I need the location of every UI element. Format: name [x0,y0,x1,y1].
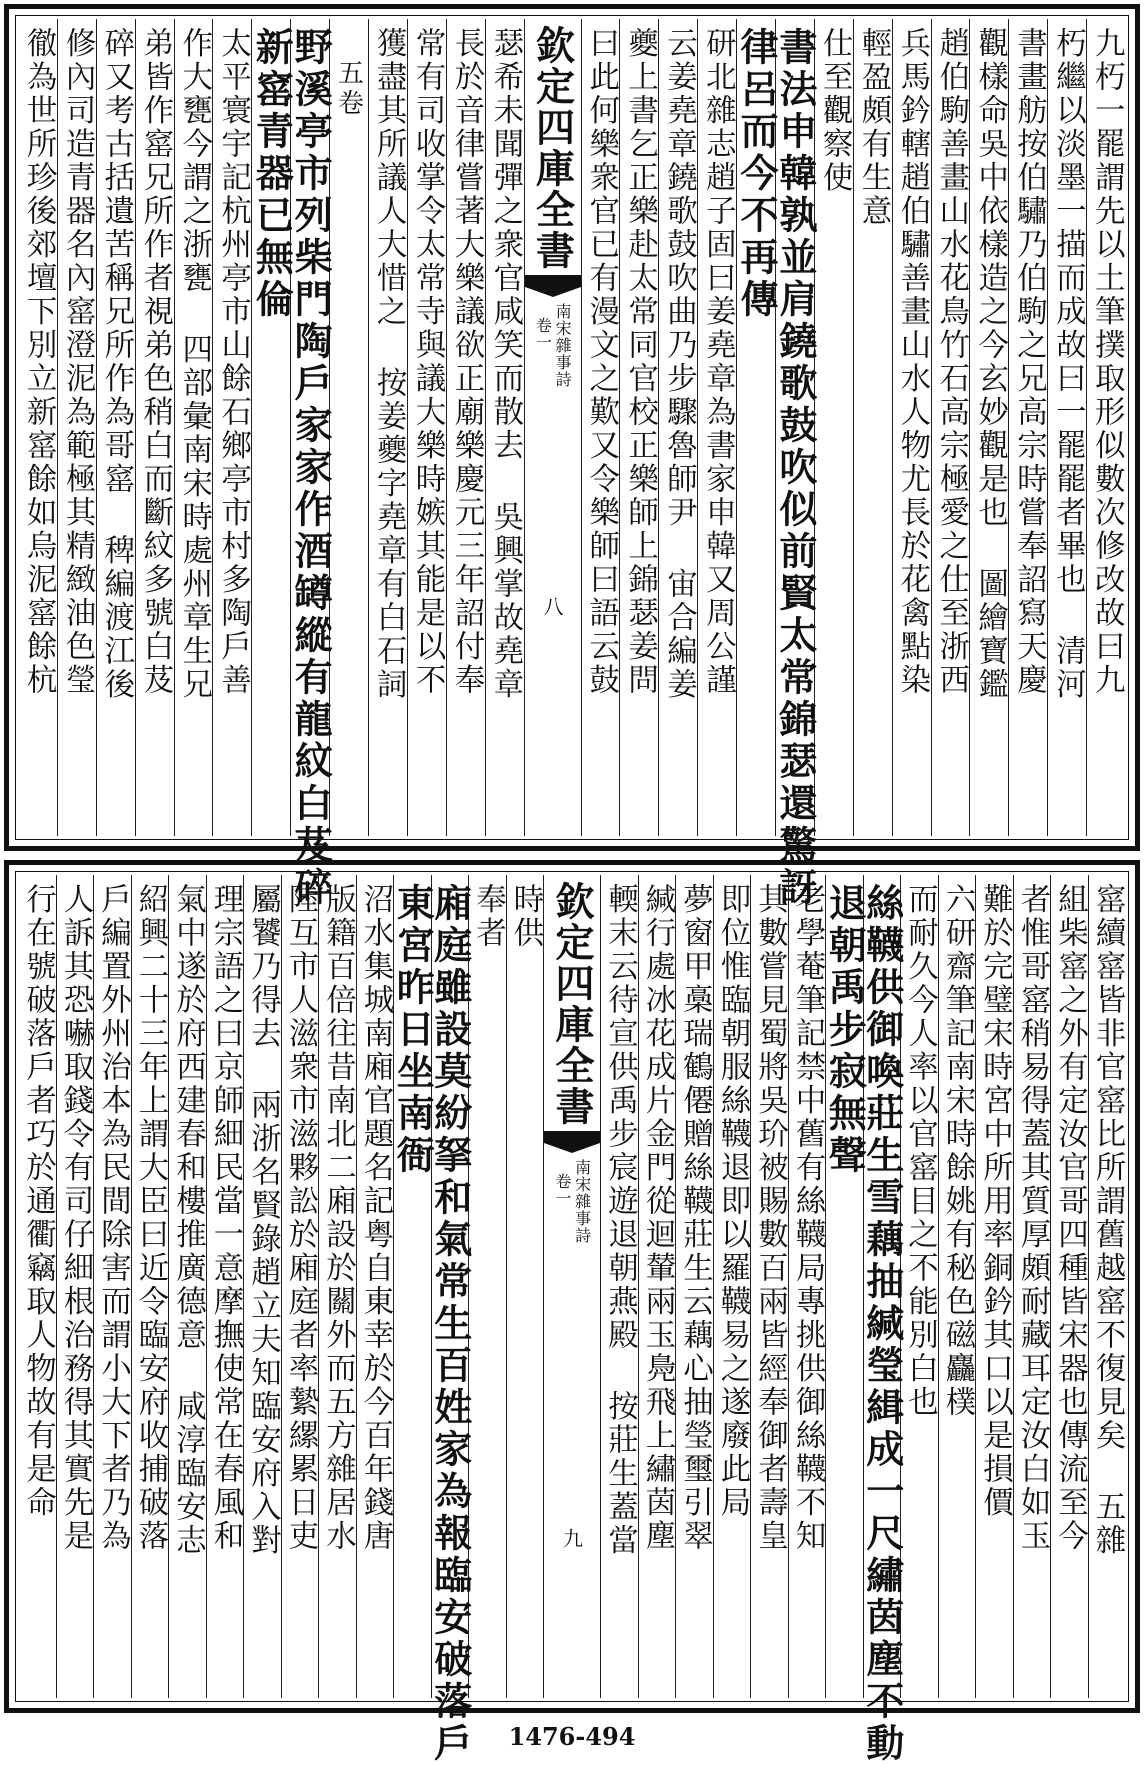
text-column [600,875,638,1698]
upper-page-columns [19,19,1125,909]
commentary-text: 版籍百倍往昔南北二廂設於關外而五方雜居水 [320,883,356,1553]
poem-line-column [822,875,868,1698]
poem-line: 絲韈供御喚莊生雪藕抽緘瑩緝成一尺繡茵塵不動 [859,883,905,1765]
commentary-text: 書畫舫按伯驌乃伯駒之兄高宗時嘗奉詔寫天慶 [1011,27,1047,697]
poem-line-column [390,875,436,1698]
commentary-text: 徹為世所珍後郊壇下別立新窰餘如烏泥窰餘杭 [21,27,57,697]
poem-line: 律呂而今不再傳 [734,27,780,321]
commentary-text: 輕盈頗有生意 [855,27,891,228]
poem-line: 新窰青器已無倫 [249,27,295,321]
commentary-text: 夔上書乞正樂赴太常同官校正樂師上錦瑟姜問 [622,27,658,697]
poem-line-column [427,875,473,1765]
text-column [135,19,174,836]
text-column [938,875,976,1698]
text-column [19,19,57,836]
text-column [368,19,407,836]
text-column [57,19,96,836]
text-column [581,19,620,836]
poem-line: 東宮昨日坐南衙 [390,883,436,1177]
text-column [212,19,251,836]
commentary-text: 兵馬鈐轄趙伯驌善畫山水人物尤長於花禽點染 [894,27,930,697]
text-column [1008,19,1047,836]
book-subtitle: 南宋雜事詩 [572,1159,592,1244]
text-column [1088,875,1126,1698]
juan-label: 卷一 [553,1173,572,1207]
commentary-text: 常有司收掌令太常寺與議大樂時嫉其能是以不 [410,27,446,697]
text-column [485,19,524,836]
text-column [900,875,938,1698]
text-column [892,19,931,836]
text-column [168,875,206,1698]
commentary-text: 而耐久今人率以官窰目之不能別白也 [902,883,938,1419]
text-column [853,19,892,836]
commentary-text: 云姜堯章鐃歌鼓吹曲乃步驟魯師尹 宙合編姜 [661,27,697,702]
poem-line: 廂庭雖設莫紛拏和氣常生百姓家為報臨安破落戶 [427,883,473,1765]
text-column [975,875,1013,1698]
series-title: 欽定四庫全書 [529,25,576,271]
text-column [174,19,213,836]
poem-line-column [288,19,334,909]
poem-line: 書法申韓孰並肩鐃歌鼓吹似前賢太常錦瑟還驚訝 [772,27,818,909]
text-column [931,19,970,836]
text-column [788,875,826,1698]
commentary-text: 屬饕乃得去 兩浙名賢錄趙立夫知臨安府入對 [245,883,281,1558]
text-column [1047,19,1086,836]
text-column [1050,875,1088,1698]
upper-book-page [4,4,1140,909]
text-column [675,875,713,1698]
commentary-text: 者惟哥窰稍易得蓋其質厚頗耐藏耳定汝白如玉 [1015,883,1050,1553]
commentary-text: 獲盡其所議人大惜之 按姜夔字堯章有白石詞 [371,27,407,702]
page-footer-number: 1476-494 [508,1722,636,1751]
book-subtitle: 南宋雜事詩 [553,303,573,388]
text-column [713,875,751,1698]
commentary-text: 輭末云待宣供禹步宸遊退朝燕殿 按莊生蓋當 [602,883,638,1558]
center-fold-column [524,19,581,836]
commentary-text: 老學菴筆記禁中舊有絲韈局專挑供御絲韈不知 [790,883,825,1553]
center-subtitle-group [534,303,571,388]
text-column [506,875,544,1698]
text-column [56,875,94,1698]
text-column [243,875,281,1698]
poem-line-column [249,19,295,836]
commentary-text: 修內司造青器名內窰澄泥為範極其精緻油色瑩 [60,27,96,697]
commentary-text: 理宗語之曰京師細民當一意摩撫使常在春風和 [208,883,243,1553]
text-column [750,875,788,1698]
text-column [468,875,506,1698]
commentary-text: 其數嘗見蜀將吳玠被賜數百兩皆經奉御者壽皇 [752,883,788,1553]
text-column [93,875,131,1698]
text-column [206,875,244,1698]
text-column [281,875,319,1698]
fishtail-mark-icon [544,1129,600,1155]
poem-line-column [859,875,905,1765]
poem-line: 野溪亭市列柴門陶戶家家作酒罇縱有龍紋白芨碎 [288,27,334,909]
commentary-text: 奉者 [470,883,506,950]
commentary-text: 陸互市人滋衆市滋夥訟於廂庭者率縶縲累日吏 [283,883,318,1553]
center-fold-column [543,875,600,1698]
commentary-text: 氣中遂於府西建春和樓推廣德意 咸淳臨安志 [170,883,206,1558]
text-column [96,19,135,836]
commentary-text: 瑟希未聞彈之衆官咸笑而散去 吳興掌故堯章 [487,27,523,702]
commentary-text: 時供 [508,883,543,950]
leaf-number: 九 [559,1528,584,1548]
commentary-text: 沼水集城南廂官題名記粤自東幸於今百年錢唐 [358,883,393,1553]
commentary-text: 夢窗甲槀瑞鶴僊贈絲韈莊生云藕心抽瑩璽引翠 [677,883,713,1553]
fishtail-mark-icon [525,273,581,299]
text-column [131,875,169,1698]
commentary-text: 仕至觀察使 [817,27,853,195]
commentary-text: 觀樣命吳中依樣造之今玄妙觀是也 圖繪寶鑑 [972,27,1008,702]
text-column [638,875,676,1698]
text-column [619,19,658,836]
commentary-text: 朽繼以淡墨一描而成故曰一罷罷者畢也 清河 [1050,27,1086,702]
commentary-text: 紹興二十三年上謂大臣曰近令臨安府收捕破落 [133,883,168,1553]
commentary-text: 九朽一罷謂先以土筆撲取形似數次修改故曰九 [1089,27,1125,697]
text-column [356,875,394,1698]
commentary-text: 即位惟臨朝服絲韈退即以羅韈易之遂廢此局 [715,883,750,1520]
text-column [329,19,368,836]
commentary-text: 行在號破落戶者巧於通衢竊取人物故有是命 [20,883,56,1520]
commentary-text: 長於音律嘗著大樂議欲正廟樂慶元三年詔付奉 [448,27,484,697]
text-column [814,19,853,836]
leaf-number: 八 [540,596,565,616]
commentary-text: 難於完璧宋時宮中所用率銅鈐其口以是損價 [977,883,1013,1520]
commentary-text: 趙伯駒善畫山水花鳥竹石高宗極愛之仕至浙西 [933,27,969,697]
commentary-text: 窰續窰皆非官窰比所謂舊越窰不復見矣 五雜 [1090,883,1125,1558]
commentary-text: 太平寰宇記杭州亭市山餘石鄉亭市村多陶戶善 [215,27,251,697]
text-column [658,19,697,836]
poem-line-column [772,19,818,909]
text-column [407,19,446,836]
commentary-text: 作大甕今謂之浙甕 四部彙南宋時處州章生兄 [176,27,212,702]
commentary-text: 研北雜志趙子固曰姜堯章為書家申韓又周公謹 [700,27,736,697]
text-column [1013,875,1051,1698]
center-subtitle-group [553,1159,590,1244]
commentary-text: 碎又考古括遺苦稱兄所作為哥窰 稗編渡江後 [98,27,134,702]
juan-label: 卷一 [533,317,553,351]
poem-line: 退朝禹步寂無聲 [822,883,868,1177]
text-column [969,19,1008,836]
commentary-text: 弟皆作窰兄所作者視弟色稍白而斷紋多號白芨 [137,27,173,697]
text-column [446,19,485,836]
commentary-text: 緘行處冰花成片金門從迴輦兩玉鳧飛上繡茵塵 [640,883,675,1553]
commentary-text: 曰此何樂衆官已有漫文之歎又令樂師曰語云鼓 [583,27,619,697]
commentary-text: 六研齋筆記南宋時餘姚有秘色磁麤樸 [940,883,975,1419]
text-column [19,875,56,1698]
text-column [697,19,736,836]
poem-line-column [734,19,780,836]
volume-note: 五卷 [333,59,364,119]
commentary-text: 組柴窰之外有定汝官哥四種皆宋器也傳流至今 [1052,883,1088,1553]
text-column [318,875,356,1698]
series-title: 欽定四庫全書 [549,881,595,1127]
commentary-text: 人訴其恐嚇取錢令有司仔細根治務得其實先是 [58,883,93,1553]
commentary-text: 戶編置外州治本為民間除害而謂小大下者乃為 [95,883,131,1553]
text-column [1086,19,1125,836]
